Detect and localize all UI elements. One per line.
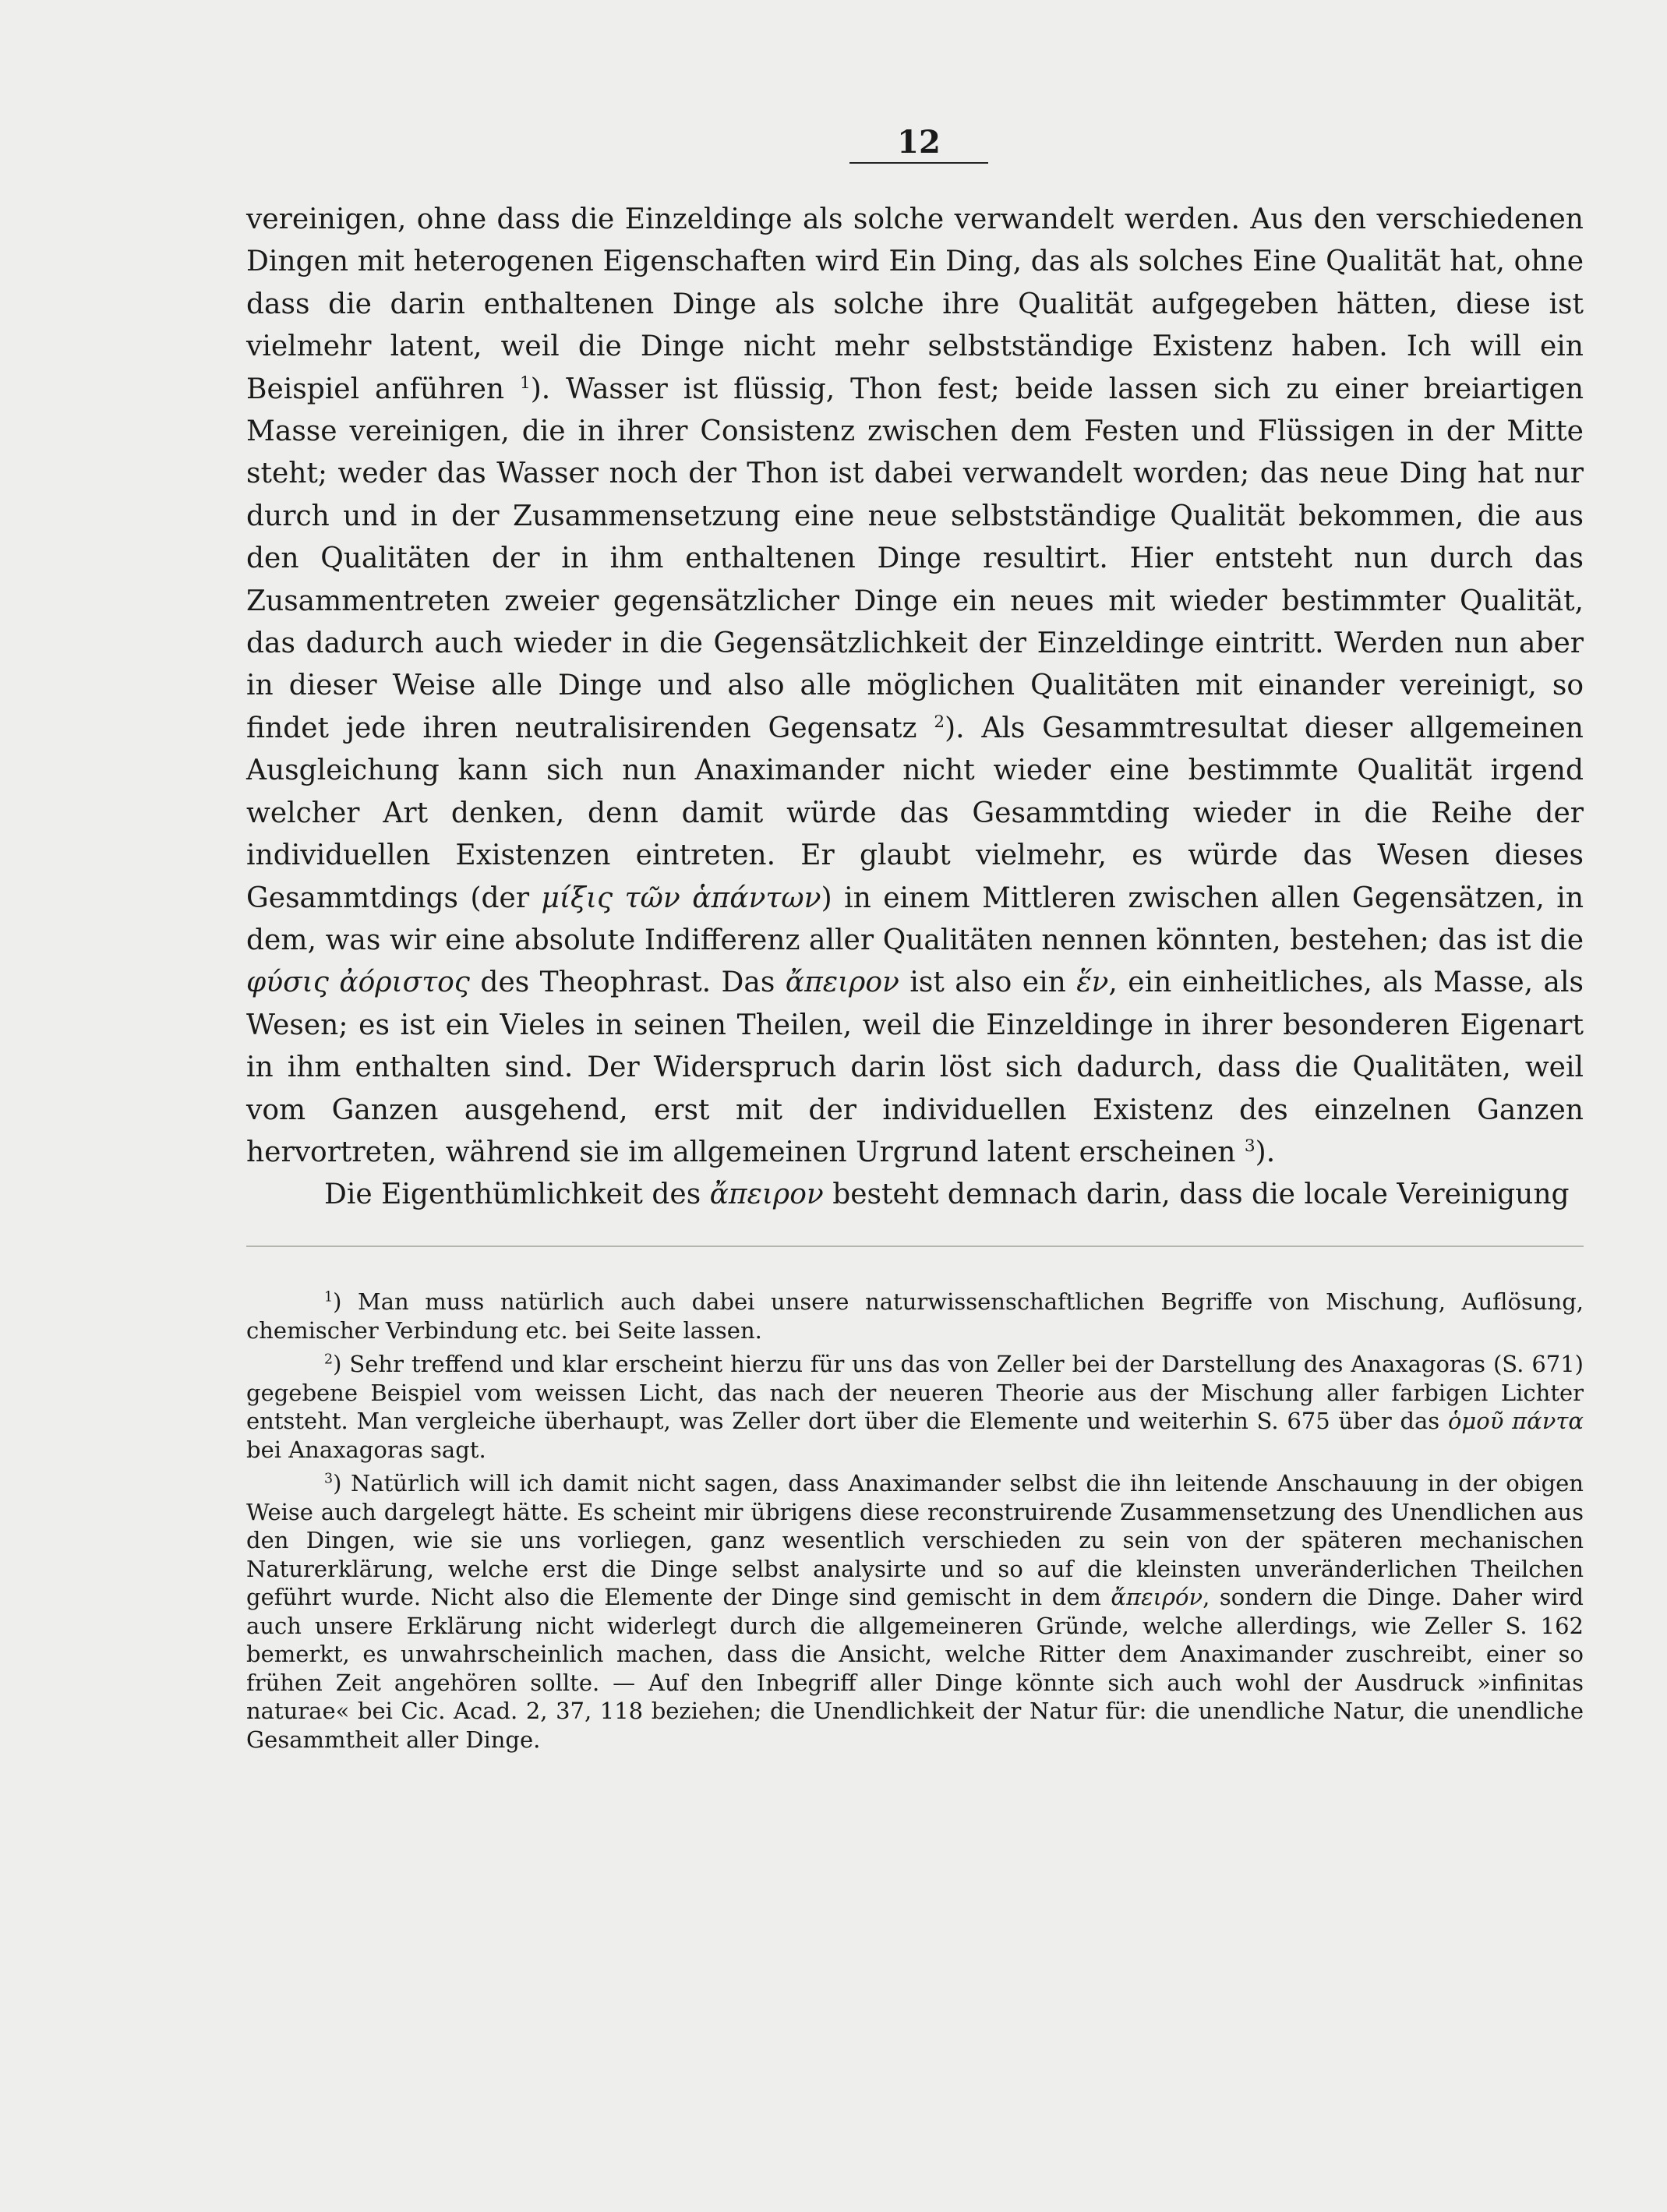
text-run: ). Als Gesammtresultat dieser allgemeinen Ausgleichung kann sich nun Anaximander nicht wieder eine bestimmte Qualität irgend welcher Art denken, denn damit würde das Gesammtding wieder in die Reihe der individuellen Existenzen eintreten. Er glaubt vielmehr, es würde das Wesen dieses Gesammtdings (der	[246, 712, 1584, 914]
greek-term: ἄπειρον	[785, 966, 899, 999]
text-run: des Theophrast. Das	[469, 966, 786, 999]
text-run: Die Eigenthümlichkeit des	[324, 1178, 710, 1211]
text-run: Man muss natürlich auch dabei unsere naturwissenschaftlichen Begriffe von Mischung, Auflösung, chemischer Verbindung etc. bei Seite lassen.	[246, 1288, 1584, 1344]
page-number: 12	[849, 123, 988, 164]
paragraph	[246, 1174, 1584, 1216]
footnote-reference: 1	[519, 373, 531, 393]
paragraph	[246, 199, 1584, 1174]
text-run: , ein einheitliches, als Masse, als Wesen; es ist ein Vieles in seinen Theilen, weil die Einzeldinge in ihrer besonderen Eigenart in ihm enthalten sind. Der Widerspruch darin löst sich dadurch, dass die Qualitäten, weil vom Ganzen ausgehend, erst mit der individuellen Existenz des einzelnen Ganzen hervortreten, während sie im allgemeinen Urgrund latent erscheinen	[246, 966, 1584, 1168]
footnote-mark-paren: )	[333, 1470, 351, 1496]
greek-term: ἕν	[1076, 966, 1109, 999]
text-run: vereinigen, ohne dass die Einzeldinge als solche verwandelt werden. Aus den verschiedenen Dingen mit heterogenen Eigenschaften wird Ein Ding, das als solches Eine Qualität hat, ohne dass die darin enthaltenen Dinge als solche ihre Qualität aufgegeben hätten, diese ist vielmehr latent, weil die Dinge nicht mehr selbstständige Existenz haben. Ich will ein Beispiel anführen	[246, 203, 1584, 405]
text-run: Natürlich will ich damit nicht sagen, dass Anaximander selbst die ihn leitende Anschauung in der obigen Weise auch dargelegt hätte. Es scheint mir übrigens diese reconstruirende Zusammensetzung des Unendlichen aus den Dingen, wie sie uns vorliegen, ganz wesentlich verschieden zu sein von der späteren mechanischen Naturerklärung, welche erst die Dinge selbst analysirte und so auf die kleinsten unveränderlichen Theilchen geführt wurde. Nicht also die Elemente der Dinge sind gemischt in dem	[246, 1470, 1584, 1610]
footnote-mark-paren: )	[333, 1288, 358, 1315]
greek-term: ἄπειρόν	[1111, 1584, 1203, 1610]
footnote-reference: 2	[934, 712, 945, 732]
text-run: besteht demnach darin, dass die locale Vereinigung	[823, 1178, 1570, 1211]
footnote	[246, 1469, 1584, 1754]
main-text	[246, 199, 1584, 1217]
text-run: bei Anaxagoras sagt.	[246, 1436, 486, 1463]
greek-term: φύσις ἀόριστος	[246, 966, 470, 999]
greek-term: ἄπειρον	[709, 1178, 824, 1211]
footnote-mark: 3	[324, 1471, 334, 1487]
text-run: ) in einem Mittleren zwischen allen Gegensätzen, in dem, was wir eine absolute Indifferenz aller Qualitäten nennen könnten, bestehen; das ist die	[246, 882, 1584, 956]
footnote	[246, 1350, 1584, 1464]
footnote-mark: 2	[324, 1352, 334, 1368]
text-run: Sehr treffend und klar erscheint hierzu für uns das von Zeller bei der Darstellung des Anaxagoras (S. 671) gegebene Beispiel vom weissen Licht, das nach der neueren Theorie aus der Mischung aller farbigen Lichter entsteht. Man vergleiche überhaupt, was Zeller dort über die Elemente und weiterhin S. 675 über das	[246, 1351, 1584, 1434]
footnote-mark: 1	[324, 1289, 334, 1306]
footnote	[246, 1288, 1584, 1345]
greek-term: ὁμοῦ πάντα	[1447, 1408, 1584, 1434]
text-run: ist also ein	[899, 966, 1077, 999]
text-run: ). Wasser ist flüssig, Thon fest; beide lassen sich zu einer breiartigen Masse vereinigen, die in ihrer Consistenz zwischen dem Festen und Flüssigen in der Mitte steht; weder das Wasser noch der Thon ist dabei verwandelt worden; das neue Ding hat nur durch und in der Zusammensetzung eine neue selbstständige Qualität bekommen, die aus den Qualitäten der in ihm enthaltenen Dinge resultirt. Hier entsteht nun durch das Zusammentreten zweier gegensätzlicher Dinge ein neues mit wieder bestimmter Qualität, das dadurch auch wieder in die Gegensätzlichkeit der Einzeldinge eintritt. Werden nun aber in dieser Weise alle Dinge und also alle möglichen Qualitäten mit einander vereinigt, so findet jede ihren neutralisirenden Gegensatz	[246, 373, 1584, 744]
greek-term: μίξις τῶν ἁπάντων	[541, 882, 821, 914]
text-run: ).	[1255, 1136, 1276, 1168]
footnote-mark-paren: )	[333, 1351, 350, 1377]
footnotes	[246, 1288, 1584, 1759]
text-run: , sondern die Dinge. Daher wird auch unsere Erklärung nicht widerlegt durch die allgemeineren Gründe, welche allerdings, wie Zeller S. 162 bemerkt, es unwahrscheinlich machen, dass die Ansicht, welche Ritter dem Anaximander zuschreibt, einer so frühen Zeit angehören sollte. — Auf den Inbegriff aller Dinge könnte sich auch wohl der Ausdruck »infinitas naturae« bei Cic. Acad. 2, 37, 118 beziehen; die Unendlichkeit der Natur für: die unendliche Natur, die unendliche Gesammtheit aller Dinge.	[246, 1584, 1584, 1753]
footnote-reference: 3	[1244, 1136, 1256, 1156]
footnote-separator	[246, 1246, 1584, 1247]
